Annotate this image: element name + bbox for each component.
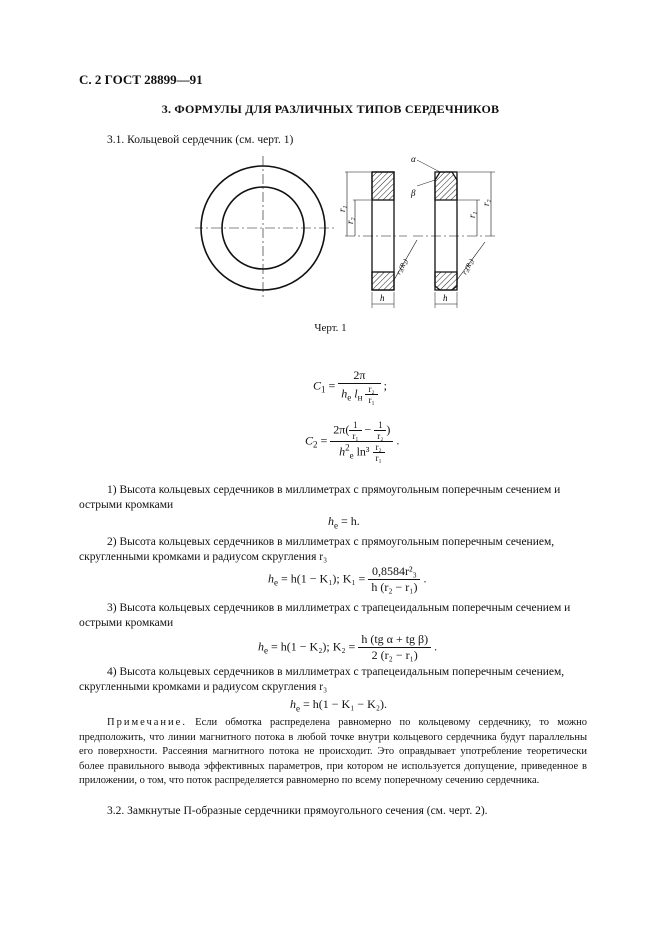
label-r1-right: $r_1$ [467,211,479,218]
formula-1: $h_e = h$. [328,514,360,531]
label-h-right: h [443,293,448,303]
item-3-1-heading: 3.1. Кольцевой сердечник (см. черт. 1) [107,134,294,146]
formula-3: $h_e = h(1 - K_2)$; K₂ = $\frac{\text{h (tg α + tg β)}}{\text{2 (r₂ − r₁)}}$ . [258,632,438,662]
item-4-text: 4) Высота кольцевых сердечников в миллиметрах с трапецеидальным поперечным сечением, скругленными кромками и радиусом скругления r₃ [79,666,565,693]
label-r3-left: r₃(R₃) [394,257,410,276]
trapezoid-section-view [413,160,495,308]
note-label: Примечание. [107,717,187,728]
formula-4: $h_e = h(1 - K_1 - K_2)$. [290,697,387,714]
item-2-text: 2) Высота кольцевых сердечников в миллиметрах с прямоугольным поперечным сечением, скругленными кромками и радиусом скругления r₃ [79,536,555,563]
formula-c1: $C_1$ = 2π $h_e$ $l_н$ $\frac{\text{r₂}}{\text{r₁}}$ ; [313,368,387,405]
figure-caption: Черт. 1 [314,322,347,334]
section-title: 3. ФОРМУЛЫ ДЛЯ РАЗЛИЧНЫХ ТИПОВ СЕРДЕЧНИКОВ [161,102,500,116]
page-header: С. 2 ГОСТ 28899—91 [79,72,203,87]
label-r2-left: $r_2$ [345,217,357,224]
note-text: Если обмотка распределена равномерно по кольцевому сердечнику, то можно предположить, что линии магнитного потока в любой точке внутри кольцевого сердечника будут параллельны его поверхности. Рассеяния магнитного потока не происходит. Это оправдывает употребление теоретически более правильного вывода эффективных параметров, при котором не используется допущение, приведенное в приложении, о том, что поток распределяется равномерно по всему поперечному сечению сердечника. [79,717,587,786]
label-alpha: α [411,154,416,164]
item-1-text: 1) Высота кольцевых сердечников в миллиметрах с прямоугольным поперечным сечением и острыми кромками [79,484,561,511]
formula-2: $h_e = h(1 - K_1)$; K₁ = $\frac{\text{0,8584r²₃}}{\text{h (r₂ − r₁)}}$ . [268,564,427,594]
formula-c2: $C_2$ = 2π( $\frac{1}{\text{r₁}}$ − $\frac{1}{\text{r₂}}$ ) $h^2_e$ ln³ $\frac{\text{r₂}}{\text{r₁}}$ . [305,420,400,463]
label-r2-right: $r_2$ [481,199,493,206]
rect-section-view [345,172,417,308]
note-paragraph [79,716,587,789]
label-h-left: h [380,293,385,303]
item-3-text: 3) Высота кольцевых сердечников в миллиметрах с трапецеидальным поперечным сечением и острыми кромками [79,602,571,629]
label-r3-right: r₃(R₃) [460,257,476,276]
toroid-core-drawing [195,150,505,320]
label-r1-left: $r_1$ [337,205,349,212]
item-3-2-heading: 3.2. Замкнутые П-образные сердечники прямоугольного сечения (см. черт. 2). [107,805,488,817]
label-beta: β [411,188,416,198]
ring-top-view [195,156,335,298]
